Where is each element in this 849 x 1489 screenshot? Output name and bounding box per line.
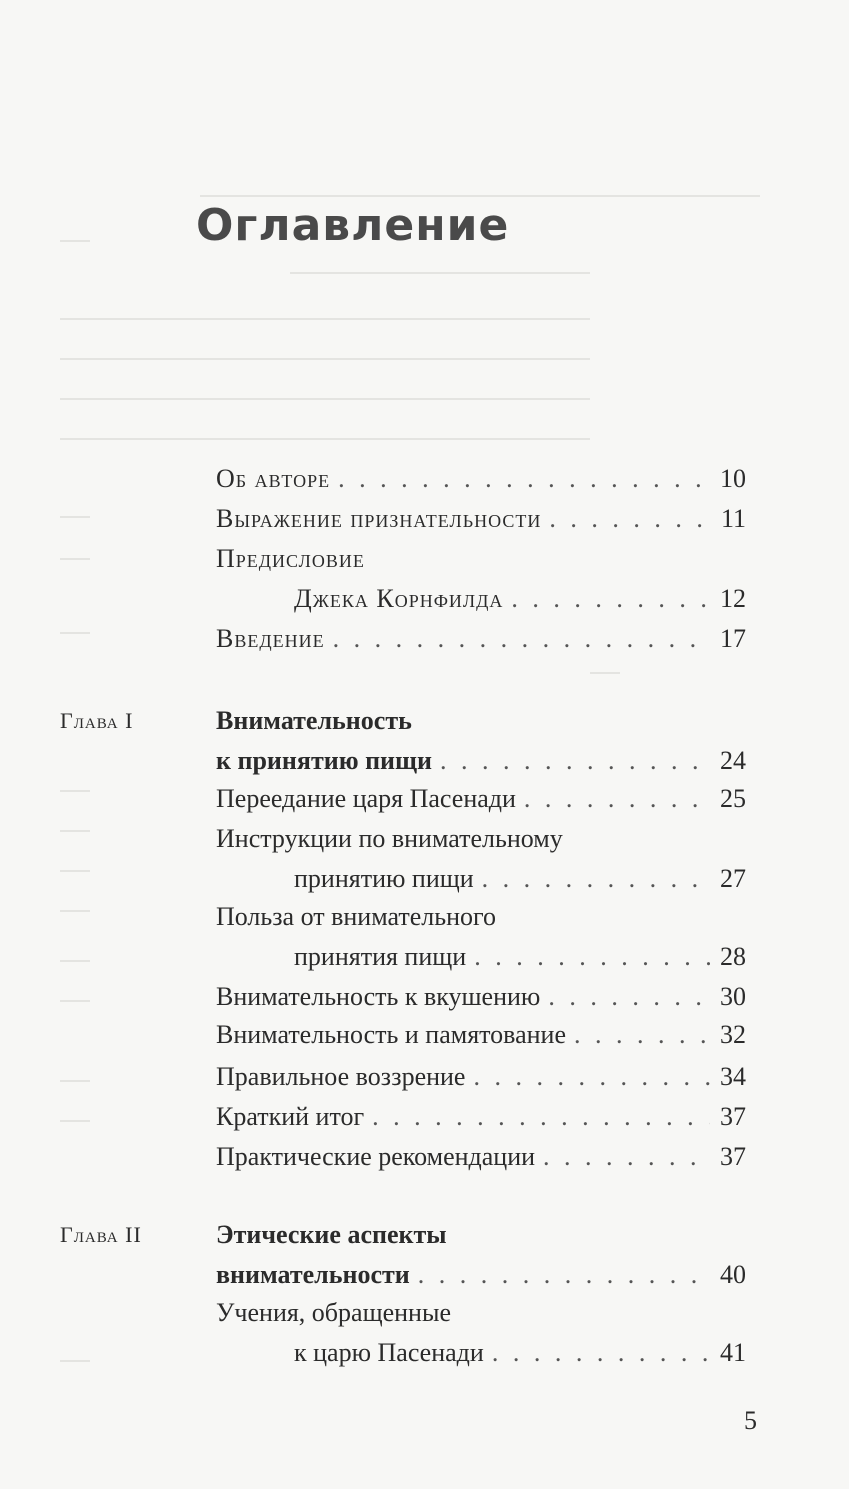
toc-entry-label: Правильное воззрение [216, 1062, 466, 1091]
toc-entry-label: к царю Пасенади [294, 1338, 484, 1367]
toc-entry[interactable] [216, 1060, 746, 1094]
toc-entry-page: 37 [720, 1142, 746, 1171]
page-number: 5 [744, 1406, 757, 1435]
dot-leader [482, 862, 710, 896]
dot-leader [474, 940, 710, 974]
toc-entry-label: Краткий итог [216, 1102, 365, 1131]
page-title: Оглавление [196, 200, 510, 251]
dot-leader [440, 744, 710, 778]
dot-leader [333, 622, 710, 656]
toc-entry-label: Введение [216, 624, 325, 653]
chapter-title-line: Этические аспекты [216, 1220, 447, 1249]
toc-entry[interactable] [216, 462, 746, 496]
dot-leader [574, 1018, 710, 1052]
toc-entry[interactable] [216, 1296, 746, 1330]
toc-entry-label: Об авторе [216, 464, 331, 493]
dot-leader [372, 1100, 710, 1134]
toc-entry[interactable] [216, 1140, 746, 1174]
toc-entry[interactable] [216, 622, 746, 656]
dot-leader [548, 980, 710, 1014]
toc-entry-page: 30 [720, 982, 746, 1011]
dot-leader [418, 1258, 710, 1292]
chapter-title-continuation[interactable] [216, 1258, 746, 1292]
chapter-label: Глава I [60, 708, 134, 733]
toc-entry-continuation[interactable] [294, 1336, 746, 1370]
toc-entry-label: принятия пищи [294, 942, 467, 971]
toc-entry-page: 12 [720, 584, 746, 613]
chapter-title[interactable] [216, 1218, 746, 1252]
chapter-title-line: Внимательность [216, 706, 412, 735]
toc-entry[interactable] [216, 502, 746, 536]
toc-entry-page: 37 [720, 1102, 746, 1131]
dot-leader [511, 582, 710, 616]
toc-entry-page: 34 [720, 1062, 746, 1091]
toc-entry[interactable] [216, 900, 746, 934]
toc-entry-page: 41 [720, 1338, 746, 1367]
toc-entry-page: 32 [720, 1020, 746, 1049]
toc-entry-page: 27 [720, 864, 746, 893]
toc-entry-label: Джека Корнфилда [294, 584, 504, 613]
toc-entry-label: Внимательность к вкушению [216, 982, 541, 1011]
toc-entry-label: Предисловие [216, 544, 365, 573]
chapter-page: 24 [720, 746, 746, 775]
toc-entry-page: 10 [720, 464, 746, 493]
toc-entry-continuation[interactable] [294, 940, 746, 974]
toc-entry[interactable] [216, 1100, 746, 1134]
chapter-title-line: внимательности [216, 1260, 410, 1289]
toc-entry-label: Внимательность и памятование [216, 1020, 567, 1049]
toc-entry[interactable] [216, 782, 746, 816]
chapter-title[interactable] [216, 704, 746, 738]
dot-leader [473, 1060, 710, 1094]
toc-entry-page: 17 [720, 624, 746, 653]
dot-leader [549, 502, 710, 536]
toc-entry-page: 28 [720, 942, 746, 971]
chapter-title-line: к принятию пищи [216, 746, 432, 775]
toc-entry[interactable] [216, 542, 746, 576]
toc-entry-label: Выражение признательности [216, 504, 542, 533]
chapter-label: Глава II [60, 1222, 142, 1247]
toc-entry-continuation[interactable] [294, 862, 746, 896]
dot-leader [543, 1140, 710, 1174]
toc-entry-label: Польза от внимательного [216, 902, 497, 931]
toc-entry-continuation[interactable] [294, 582, 746, 616]
dot-leader [524, 782, 710, 816]
toc-entry[interactable] [216, 980, 746, 1014]
chapter-title-continuation[interactable] [216, 744, 746, 778]
toc-entry-label: Практические рекомендации [216, 1142, 536, 1171]
toc-entry-label: Учения, обращенные [216, 1298, 451, 1327]
toc-entry[interactable] [216, 1018, 746, 1052]
dot-leader [492, 1336, 710, 1370]
toc-entry-label: Инструкции по внимательному [216, 824, 563, 853]
chapter-page: 40 [720, 1260, 746, 1289]
toc-entry[interactable] [216, 822, 746, 856]
toc-entry-page: 25 [720, 784, 746, 813]
toc-entry-label: принятию пищи [294, 864, 474, 893]
toc-entry-label: Переедание царя Пасенади [216, 784, 516, 813]
toc-entry-page: 11 [720, 504, 746, 533]
dot-leader [338, 462, 710, 496]
